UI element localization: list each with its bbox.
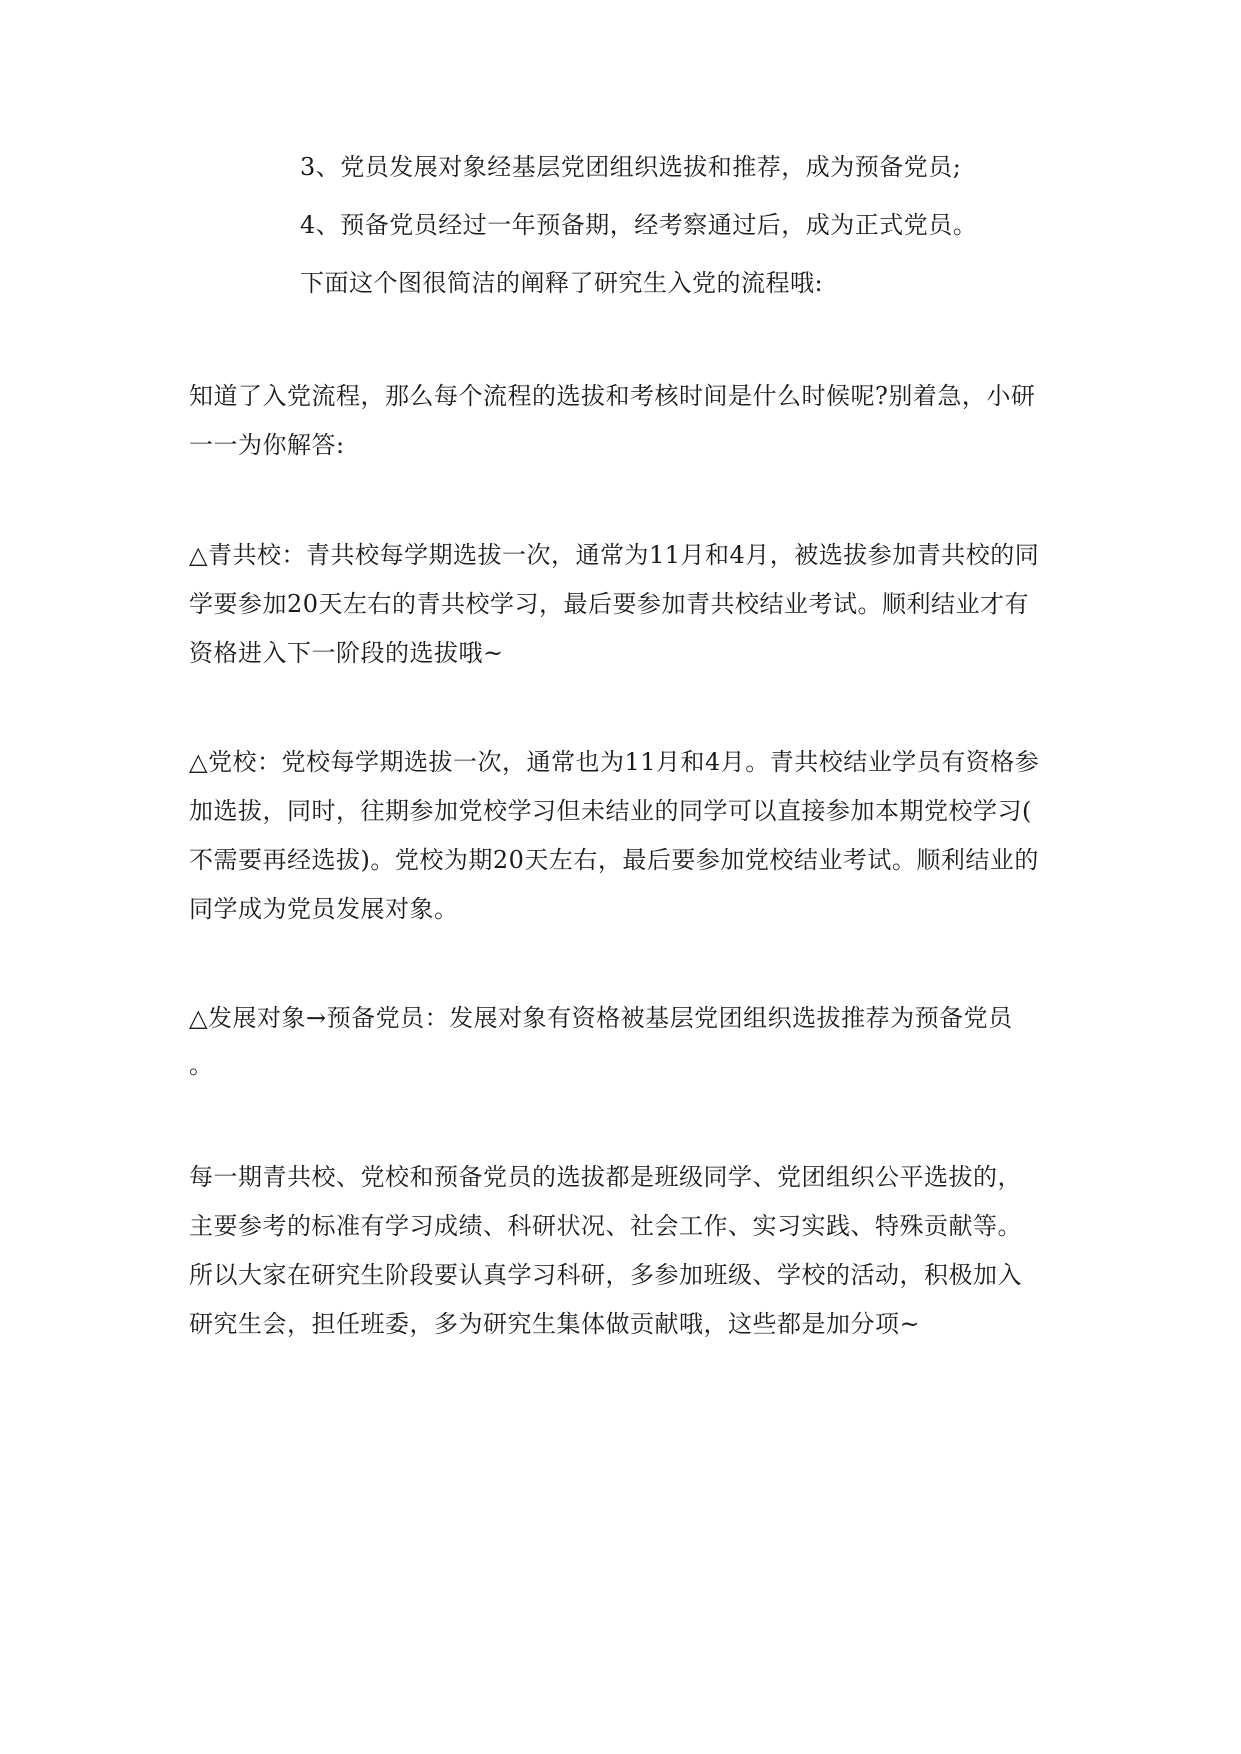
selection-paragraph-line: 所以大家在研究生阶段要认真学习科研，多参加班级、学校的活动，积极加入 <box>189 1261 1022 1289</box>
party-school-paragraph-line: 不需要再经选拔)。党校为期20天左右，最后要参加党校结业考试。顺利结业的 <box>189 846 1039 874</box>
selection-paragraph-line: 每一期青共校、党校和预备党员的选拔都是班级同学、党团组织公平选拔的， <box>189 1163 1022 1191</box>
selection-paragraph-line: 主要参考的标准有学习成绩、科研状况、社会工作、实习实践、特殊贡献等。 <box>189 1212 1022 1240</box>
party-school-paragraph-line: 加选拔，同时，往期参加党校学习但未结业的同学可以直接参加本期党校学习( <box>189 797 1032 825</box>
flow-intro-text: 下面这个图很简洁的阐释了研究生入党的流程哦: <box>300 269 824 297</box>
timing-paragraph-line: 知道了入党流程，那么每个流程的选拔和考核时间是什么时候呢?别着急，小研 <box>189 382 1036 410</box>
step-4-text: 4、预备党员经过一年预备期，经考察通过后，成为正式党员。 <box>300 211 978 239</box>
development-paragraph-line: 。 <box>189 1051 214 1079</box>
party-school-paragraph-line: △党校：党校每学期选拔一次，通常也为11月和4月。青共校结业学员有资格参 <box>189 748 1040 776</box>
youth-school-paragraph-line: 资格进入下一阶段的选拔哦~ <box>189 639 504 667</box>
step-3-text: 3、党员发展对象经基层党团组织选拔和推荐，成为预备党员; <box>300 153 962 181</box>
youth-school-paragraph-line: △青共校：青共校每学期选拔一次，通常为11月和4月，被选拔参加青共校的同 <box>189 541 1040 569</box>
party-school-paragraph-line: 同学成为党员发展对象。 <box>189 895 459 923</box>
timing-paragraph-line: 一一为你解答: <box>189 431 345 459</box>
youth-school-paragraph-line: 学要参加20天左右的青共校学习，最后要参加青共校结业考试。顺利结业才有 <box>189 590 1030 618</box>
selection-paragraph-line: 研究生会，担任班委，多为研究生集体做贡献哦，这些都是加分项~ <box>189 1310 921 1338</box>
development-paragraph-line: △发展对象→预备党员：发展对象有资格被基层党团组织选拔推荐为预备党员 <box>189 1004 1013 1032</box>
